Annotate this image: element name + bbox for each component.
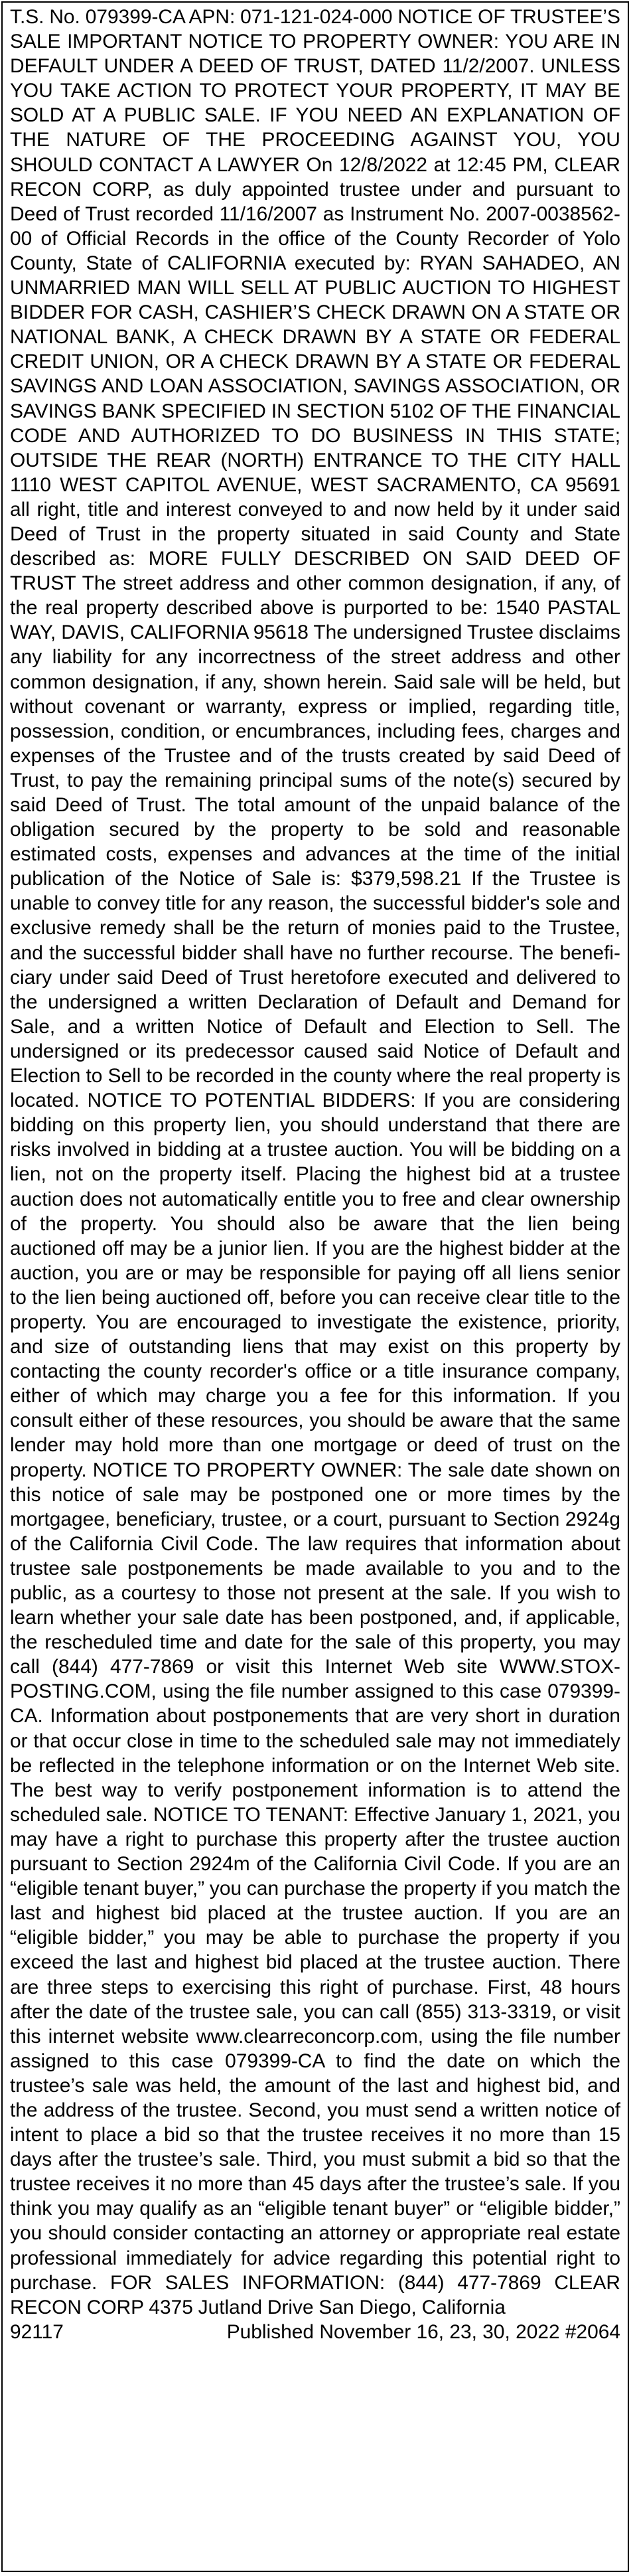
notice-body-text: T.S. No. 079399-CA APN: 071-121-024-000 NOTICE OF TRUSTEE’S SALE IMPORTANT NOTICE TO PROPERTY OWNER: YOU ARE IN DEFAULT UNDER A DEED OF TRUST, DATED 11/2/2007. UNLESS YOU TAKE ACTION TO PROTECT YOUR PROPERTY, IT MAY BE SOLD AT A PUBLIC SALE. IF YOU NEED AN EXPLANATION OF THE NATURE OF THE PROCEEDING AGAINST YOU, YOU SHOULD CONTACT A LAWYER On 12/8/2022 at 12:45 PM, CLEAR RECON CORP, as duly appointed trustee under and pursuant to Deed of Trust recorded 11/16/2007 as Instrument No. 2007-0038562-00 of Official Records in the office of the County Recorder of Yolo County, State of CALIFORNIA executed by: RYAN SAHADEO, AN UNMARRIED MAN WILL SELL AT PUBLIC AUCTION TO HIGHEST BIDDER FOR CASH, CASHIER’S CHECK DRAWN ON A STATE OR NATIONAL BANK, A CHECK DRAWN BY A STATE OR FEDERAL CREDIT UNION, OR A CHECK DRAWN BY A STATE OR FEDERAL SAVINGS AND LOAN ASSOCIATION, SAVINGS ASSOCIATION, OR SAVINGS BANK SPECIFIED IN SECTION 5102 OF THE FINANCIAL CODE AND AUTHORIZED TO DO BUSINESS IN THIS STATE; OUTSIDE THE REAR (NORTH) ENTRANCE TO THE CITY HALL 1110 WEST CAPITOL AVENUE, WEST SACRAMENTO, CA 95691 all right, title and interest conveyed to and now held by it under said Deed of Trust in the property situated in said County and State described as: MORE FULLY DESCRIBED ON SAID DEED OF TRUST The street address and other common designation, if any, of the real property described above is purported to be: 1540 PASTAL WAY, DAVIS, CALIFORNIA 95618 The undersigned Trustee disclaims any liability for any incorrectness of the street address and other common designation, if any, shown herein. Said sale will be held, but without covenant or warranty, express or implied, regarding title, possession, condition, or encumbrances, including fees, charges and expenses of the Trustee and of the trusts created by said Deed of Trust, to pay the remaining principal sums of the note(s) secured by said Deed of Trust. The total amount of the unpaid balance of the obligation secured by the property to be sold and reasonable estimated costs, expenses and advances at the time of the initial publication of the Notice of Sale is: $379,598.21 If the Trustee is unable to convey title for any reason, the successful bidder's sole and exclusive remedy shall be the return of monies paid to the Trustee, and the successful bidder shall have no further recourse. The beneficiary under said Deed of Trust heretofore executed and delivered to the undersigned a written Declaration of Default and Demand for Sale, and a written Notice of Default and Election to Sell. The undersigned or its predecessor caused said Notice of Default and Election to Sell to be recorded in the county where the real property is located. NOTICE TO POTENTIAL BIDDERS: If you are considering bidding on this property lien, you should understand that there are risks involved in bidding at a trustee auction. You will be bidding on a lien, not on the property itself. Placing the highest bid at a trustee auction does not automatically entitle you to free and clear ownership of the property. You should also be aware that the lien being auctioned off may be a junior lien. If you are the highest bidder at the auction, you are or may be responsible for paying off all liens senior to the lien being auctioned off, before you can receive clear title to the property. You are encouraged to investigate the existence, priority, and size of outstanding liens that may exist on this property by contacting the county recorder's office or a title insurance company, either of which may charge you a fee for this information. If you consult either of these resources, you should be aware that the same lender may hold more than one mortgage or deed of trust on the property. NOTICE TO PROPERTY OWNER: The sale date shown on this notice of sale may be postponed one or more times by the mortgagee, beneficiary, trustee, or a court, pursuant to Section 2924g of the California Civil Code. The law requires that information about trustee sale postponements be made available to you and to the public, as a courtesy to those not present at the sale. If you wish to learn whether your sale date has been postponed, and, if applicable, the rescheduled time and date for the sale of this property, you may call (844) 477-7869 or visit this Internet Web site WWW.STOXPOSTING.COM, using the file number assigned to this case 079399-CA. Information about postponements that are very short in duration or that occur close in time to the scheduled sale may not immediately be reflected in the telephone information or on the Internet Web site. The best way to verify postponement information is to attend the scheduled sale. NOTICE TO TENANT: Effective January 1, 2021, you may have a right to purchase this property after the trustee auction pursuant to Section 2924m of the California Civil Code. If you are an “eligible tenant buyer,” you can purchase the property if you match the last and highest bid placed at the trustee auction. If you are an “eligible bidder,” you may be able to purchase the property if you exceed the last and highest bid placed at the trustee auction. There are three steps to exercising this right of purchase. First, 48 hours after the date of the trustee sale, you can call (855) 313-3319, or visit this internet website www.clearreconcorp.com, using the file number assigned to this case 079399-CA to find the date on which the trustee’s sale was held, the amount of the last and highest bid, and the address of the trustee. Second, you must send a written notice of intent to place a bid so that the trustee receives it no more than 15 days after the trustee’s sale. Third, you must submit a bid so that the trustee receives it no more than 45 days after the trustee’s sale. If you think you may qualify as an “eligible tenant buyer” or “eligible bidder,” you should consider contacting an attorney or appropriate real estate professional immediately for advice regarding this potential right to purchase. FOR SALES INFORMATION: (844) 477-7869 CLEAR RECON CORP 4375 Jutland Drive San Diego, California bbox=[10, 6, 620, 2318]
publication-dates: Published November 16, 23, 30, 2022 #2064 bbox=[226, 2320, 620, 2343]
zip-code: 92117 bbox=[10, 2320, 64, 2343]
notice-footer-line bbox=[3, 2320, 628, 2344]
legal-notice-frame bbox=[1, 1, 629, 2572]
